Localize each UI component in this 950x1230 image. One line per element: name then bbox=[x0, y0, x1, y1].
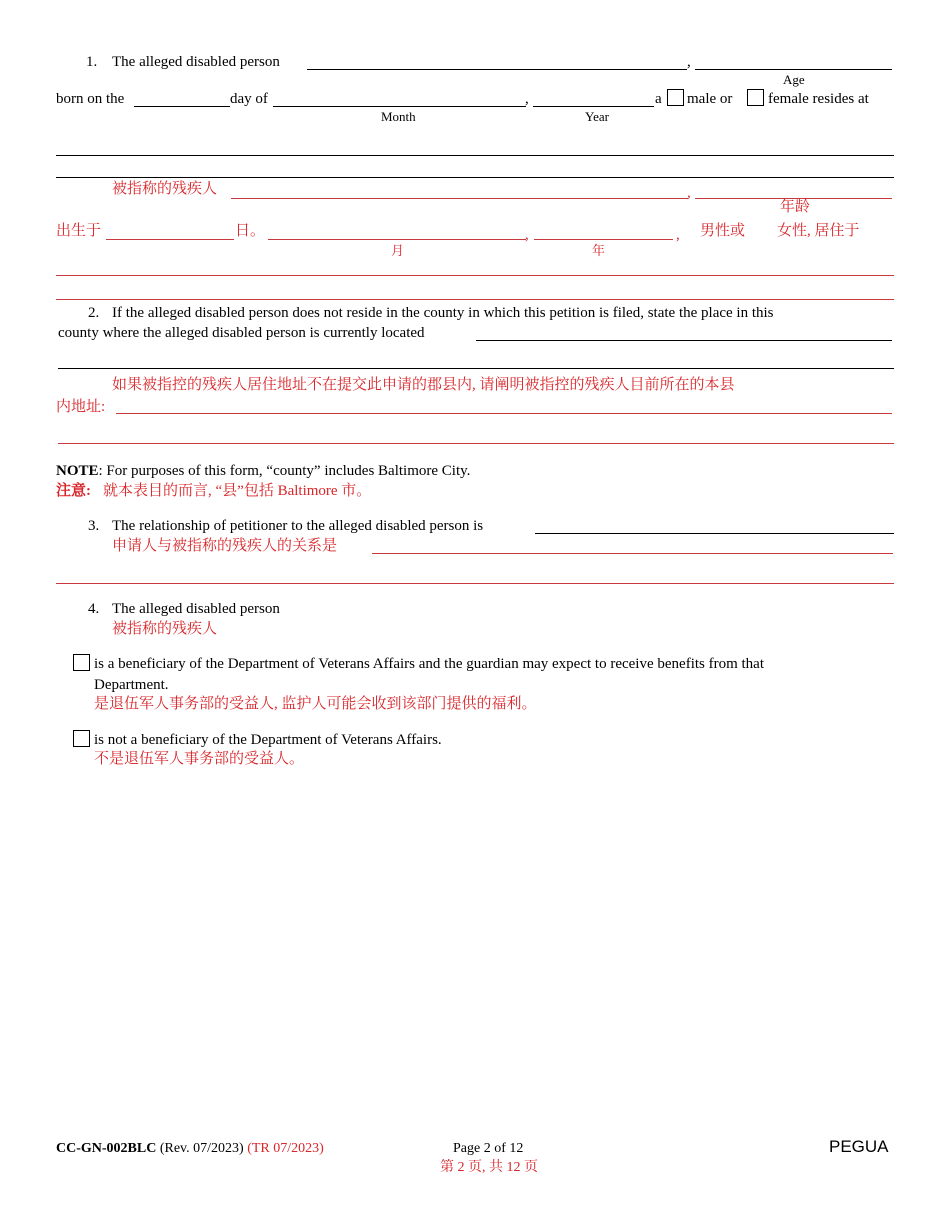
male-label-zh: 男性或 bbox=[700, 223, 746, 239]
month-caption: Month bbox=[381, 109, 416, 124]
female-label-zh: 女性, 居住于 bbox=[777, 223, 860, 239]
year-caption: Year bbox=[585, 109, 609, 124]
item2-line2: county where the alleged disabled person is currently located bbox=[58, 325, 425, 341]
item2-line1-zh: 如果被指控的残疾人居住地址不在提交此申请的郡县内, 请阐明被指控的残疾人目前所在的本县 bbox=[112, 377, 735, 393]
option2-zh: 不是退伍军人事务部的受益人。 bbox=[94, 751, 305, 767]
address-line-2[interactable] bbox=[56, 177, 894, 178]
comma: , bbox=[687, 54, 691, 70]
option1-line1: is a beneficiary of the Department of Veterans Affairs and the guardian may expect to receive benefits from that bbox=[94, 656, 765, 672]
note-zh bbox=[56, 482, 371, 500]
page-number-zh: 第 2 页, 共 12 页 bbox=[440, 1160, 538, 1175]
item3-number: 3. bbox=[88, 518, 100, 534]
month-caption-zh: 月 bbox=[391, 243, 405, 258]
note-label-zh: 注意: bbox=[56, 483, 91, 499]
item1-label: The alleged disabled person bbox=[112, 54, 280, 70]
address-line-1-zh[interactable] bbox=[56, 275, 894, 276]
birth-year-field[interactable] bbox=[533, 106, 654, 107]
age-field[interactable] bbox=[695, 69, 892, 70]
location-field[interactable] bbox=[476, 340, 892, 341]
year-caption-zh: 年 bbox=[592, 243, 606, 258]
a-label: a bbox=[655, 91, 662, 107]
note-text: : For purposes of this form, “county” includes Baltimore City. bbox=[98, 463, 471, 479]
relationship-line-2[interactable] bbox=[56, 583, 894, 584]
birth-year-field-zh[interactable] bbox=[534, 239, 673, 240]
relationship-field[interactable] bbox=[535, 533, 894, 534]
location-line-2-zh[interactable] bbox=[58, 443, 894, 444]
location-field-zh[interactable] bbox=[116, 413, 892, 414]
not-beneficiary-checkbox[interactable] bbox=[73, 730, 90, 747]
birth-day-field-zh[interactable] bbox=[106, 239, 234, 240]
item3-label-zh: 申请人与被指称的残疾人的关系是 bbox=[112, 538, 338, 554]
comma-zh: , bbox=[687, 185, 691, 201]
option1-zh: 是退伍军人事务部的受益人, 监护人可能会收到该部门提供的福利。 bbox=[94, 696, 537, 712]
born-label-zh: 出生于 bbox=[56, 223, 102, 239]
beneficiary-checkbox[interactable] bbox=[73, 654, 90, 671]
form-id bbox=[56, 1140, 324, 1158]
option1-line2: Department. bbox=[94, 677, 169, 693]
note-label: NOTE bbox=[56, 463, 99, 479]
comma-zh: , bbox=[676, 227, 680, 243]
item3-label: The relationship of petitioner to the alleged disabled person is bbox=[112, 518, 484, 534]
birth-month-field[interactable] bbox=[273, 106, 526, 107]
item4-label-zh: 被指称的残疾人 bbox=[112, 621, 218, 637]
form-tr: (TR 07/2023) bbox=[247, 1141, 324, 1156]
day-of-label: day of bbox=[230, 91, 268, 107]
born-on-the-label: born on the bbox=[56, 91, 125, 107]
item2-line2-zh: 内地址: bbox=[56, 399, 106, 415]
relationship-field-zh[interactable] bbox=[372, 553, 893, 554]
form-id-code: CC-GN-002BLC bbox=[56, 1141, 157, 1156]
address-line-1[interactable] bbox=[56, 155, 894, 156]
female-resides-label: female resides at bbox=[768, 91, 869, 107]
age-caption: Age bbox=[783, 72, 805, 87]
day-label-zh: 日。 bbox=[235, 223, 266, 239]
form-rev: (Rev. 07/2023) bbox=[159, 1141, 244, 1156]
form-code: PEGUA bbox=[829, 1137, 889, 1156]
item4-label: The alleged disabled person bbox=[112, 601, 280, 617]
comma: , bbox=[525, 91, 529, 107]
item2-line1: If the alleged disabled person does not reside in the county in which this petition is filed, state the place in this bbox=[112, 305, 774, 321]
address-line-2-zh[interactable] bbox=[56, 299, 894, 300]
birth-month-field-zh[interactable] bbox=[268, 239, 526, 240]
age-caption-zh: 年龄 bbox=[780, 199, 811, 215]
male-checkbox[interactable] bbox=[667, 89, 684, 106]
note-text-zh: 就本表目的而言, “县”包括 Baltimore 市。 bbox=[103, 483, 372, 499]
male-or-label: male or bbox=[687, 91, 733, 107]
location-line-2[interactable] bbox=[58, 368, 894, 369]
item1-number: 1. bbox=[86, 54, 98, 70]
name-field[interactable] bbox=[307, 69, 687, 70]
page-number: Page 2 of 12 bbox=[453, 1141, 524, 1156]
item1-label-zh: 被指称的残疾人 bbox=[112, 181, 218, 197]
female-checkbox[interactable] bbox=[747, 89, 764, 106]
item2-number: 2. bbox=[88, 305, 100, 321]
comma-zh: , bbox=[525, 227, 529, 243]
note bbox=[56, 462, 470, 480]
birth-day-field[interactable] bbox=[134, 106, 230, 107]
option2: is not a beneficiary of the Department of Veterans Affairs. bbox=[94, 732, 442, 748]
name-field-zh[interactable] bbox=[231, 198, 688, 199]
item4-number: 4. bbox=[88, 601, 100, 617]
